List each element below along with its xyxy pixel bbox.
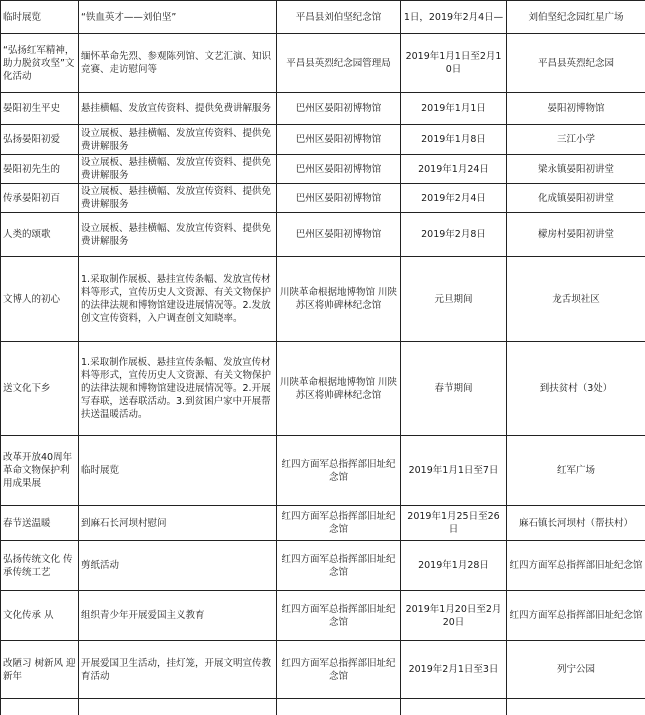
organizer-cell: 红四方面军总指挥部旧址纪念馆: [277, 541, 401, 591]
event-content-cell: 剪纸活动: [79, 541, 277, 591]
table-row: [1, 541, 645, 591]
place-cell: 红四方面军总指挥部旧址纪念馆: [507, 591, 645, 641]
organizer-cell: 巴州区晏阳初博物馆: [277, 184, 401, 213]
organizer-cell: 巴州区晏阳初博物馆: [277, 93, 401, 125]
event-name-cell: 送文化下乡: [1, 342, 79, 436]
time-cell: 春节期间: [401, 342, 507, 436]
event-content-cell: 开展爱国卫生活动，挂灯笼，开展文明宣传教育活动: [79, 641, 277, 699]
organizer-cell: 红四方面军总指挥部旧址纪念馆: [277, 506, 401, 541]
place-cell: 檬房村晏阳初讲堂: [507, 213, 645, 257]
organizer-cell: 平昌县刘伯坚纪念馆: [277, 1, 401, 34]
place-cell: 晏阳初博物馆: [507, 93, 645, 125]
organizer-cell: 红四方面军总指挥部旧址纪念馆: [277, 641, 401, 699]
events-table-body: [1, 1, 645, 715]
place-cell: 列宁公园: [507, 641, 645, 699]
event-content-cell: 1.采取制作展板、悬挂宣传条幅、发放宣传材料等形式，宣传历史人文资源、有关文物保护的法律法规和博物馆建设进展情况等。2.开展写春联，送春联活动。3.到贫困户家中开展帮扶送温暖活动。: [79, 342, 277, 436]
table-row: [1, 34, 645, 93]
organizer-cell: 巴州区晏阳初博物馆: [277, 213, 401, 257]
event-content-cell: 设立展板、悬挂横幅、发放宣传资料、提供免费讲解服务: [79, 184, 277, 213]
place-cell: 平昌县英烈纪念园: [507, 34, 645, 93]
empty-cell: [277, 699, 401, 715]
event-name-cell: 文博人的初心: [1, 257, 79, 342]
event-name-cell: 文化传承 从: [1, 591, 79, 641]
table-row: [1, 184, 645, 213]
event-content-cell: 设立展板、悬挂横幅、发放宣传资料、提供免费讲解服务: [79, 125, 277, 155]
organizer-cell: 平昌县英烈纪念园管理局: [277, 34, 401, 93]
table-row: [1, 436, 645, 506]
time-cell: 元旦期间: [401, 257, 507, 342]
time-cell: 2019年1月20日至2月20日: [401, 591, 507, 641]
event-name-cell: 春节送温暖: [1, 506, 79, 541]
event-name-cell: 改革开放40周年革命文物保护利用成果展: [1, 436, 79, 506]
place-cell: 三江小学: [507, 125, 645, 155]
place-cell: 化成镇晏阳初讲堂: [507, 184, 645, 213]
table-row: [1, 257, 645, 342]
event-content-cell: 悬挂横幅、发放宣传资料、提供免费讲解服务: [79, 93, 277, 125]
table-row-partial: [1, 699, 645, 715]
event-name-cell: 改陋习 树新风 迎新年: [1, 641, 79, 699]
event-content-cell: 设立展板、悬挂横幅、发放宣传资料、提供免费讲解服务: [79, 213, 277, 257]
table-row: [1, 1, 645, 34]
event-name-cell: 晏阳初生平史: [1, 93, 79, 125]
event-name-cell: 晏阳初先生的: [1, 155, 79, 184]
event-content-cell: 临时展览: [79, 436, 277, 506]
place-cell: 刘伯坚纪念园红星广场: [507, 1, 645, 34]
organizer-cell: 巴州区晏阳初博物馆: [277, 125, 401, 155]
organizer-cell: 川陕革命根据地博物馆 川陕苏区将帅碑林纪念馆: [277, 342, 401, 436]
organizer-cell: 川陕革命根据地博物馆 川陕苏区将帅碑林纪念馆: [277, 257, 401, 342]
time-cell: 2019年1月8日: [401, 125, 507, 155]
place-cell: 红四方面军总指挥部旧址纪念馆: [507, 541, 645, 591]
time-cell: 2019年1月1日: [401, 93, 507, 125]
empty-cell: [79, 699, 277, 715]
organizer-cell: 红四方面军总指挥部旧址纪念馆: [277, 591, 401, 641]
table-row: [1, 155, 645, 184]
table-row: [1, 213, 645, 257]
time-cell: 2019年2月8日: [401, 213, 507, 257]
table-row: [1, 641, 645, 699]
place-cell: 龙舌坝社区: [507, 257, 645, 342]
event-name-cell: 临时展览: [1, 1, 79, 34]
table-row: [1, 125, 645, 155]
event-name-cell: 传承晏阳初百: [1, 184, 79, 213]
event-name-cell: 人类的颂歌: [1, 213, 79, 257]
table-row: [1, 342, 645, 436]
time-cell: 2019年2月1日至3日: [401, 641, 507, 699]
time-cell: 2019年1月1日至7日: [401, 436, 507, 506]
empty-cell: [1, 699, 79, 715]
event-content-cell: 到麻石长河坝村慰问: [79, 506, 277, 541]
table-row: [1, 93, 645, 125]
place-cell: 红军广场: [507, 436, 645, 506]
time-cell: 1日，2019年2月4日—: [401, 1, 507, 34]
event-content-cell: 缅怀革命先烈、参观陈列馆、文艺汇演、知识竞赛、走访慰问等: [79, 34, 277, 93]
event-name-cell: 弘扬晏阳初爱: [1, 125, 79, 155]
event-content-cell: 组织青少年开展爱国主义教育: [79, 591, 277, 641]
empty-cell: [401, 699, 507, 715]
table-row: [1, 591, 645, 641]
time-cell: 2019年1月25日至26日: [401, 506, 507, 541]
event-content-cell: 设立展板、悬挂横幅、发放宣传资料、提供免费讲解服务: [79, 155, 277, 184]
time-cell: 2019年2月4日: [401, 184, 507, 213]
time-cell: 2019年1月28日: [401, 541, 507, 591]
place-cell: 麻石镇长河坝村（帮扶村）: [507, 506, 645, 541]
event-content-cell: 1.采取制作展板、悬挂宣传条幅、发放宣传材料等形式，宣传历史人文资源、有关文物保护的法律法规和博物馆建设进展情况等。2.发放创文宣传资料，入户调查创文知晓率。: [79, 257, 277, 342]
organizer-cell: 红四方面军总指挥部旧址纪念馆: [277, 436, 401, 506]
empty-cell: [507, 699, 645, 715]
place-cell: 到扶贫村（3处）: [507, 342, 645, 436]
event-name-cell: “弘扬红军精神，助力脱贫攻坚”文化活动: [1, 34, 79, 93]
organizer-cell: 巴州区晏阳初博物馆: [277, 155, 401, 184]
event-name-cell: 弘扬传统文化 传承传统工艺: [1, 541, 79, 591]
time-cell: 2019年1月1日至2月10日: [401, 34, 507, 93]
place-cell: 梁永镇晏阳初讲堂: [507, 155, 645, 184]
table-row: [1, 506, 645, 541]
event-content-cell: “铁血英才——刘伯坚”: [79, 1, 277, 34]
time-cell: 2019年1月24日: [401, 155, 507, 184]
